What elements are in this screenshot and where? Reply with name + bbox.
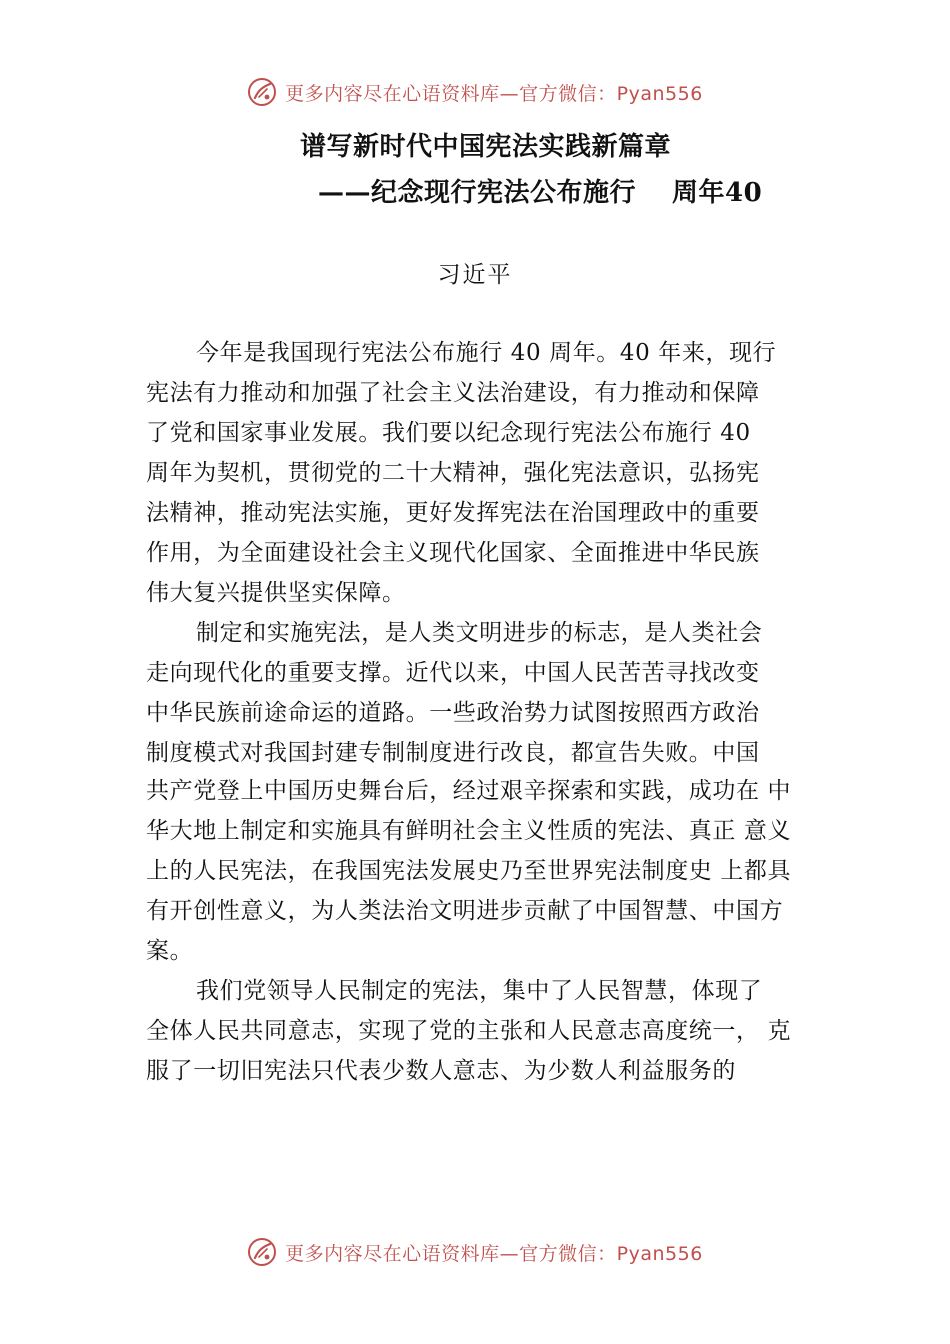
body-line: 法精神，推动宪法实施，更好发挥宪法在治国理政中的重要 — [146, 500, 760, 526]
document-title: 谱写新时代中国宪法实践新篇章 — [300, 132, 672, 162]
document-author: 习近平 — [437, 262, 513, 288]
body-line: 走向现代化的重要支撑。近代以来，中国人民苦苦寻找改变 — [146, 660, 760, 686]
body-line: 华大地上制定和实施具有鲜明社会主义性质的宪法、真正 意义 — [146, 818, 792, 844]
watermark-footer — [0, 1232, 950, 1272]
body-line: 我们党领导人民制定的宪法，集中了人民智慧，体现了 — [196, 978, 763, 1004]
body-line: 伟大复兴提供坚实保障。 — [146, 580, 406, 606]
body-line: 宪法有力推动和加强了社会主义法治建设，有力推动和保障 — [146, 380, 760, 406]
body-line: 作用，为全面建设社会主义现代化国家、全面推进中华民族 — [146, 540, 760, 566]
body-line: 服了一切旧宪法只代表少数人意志、为少数人利益服务的 — [146, 1058, 736, 1084]
watermark-text: 更多内容尽在心语资料库—官方微信：Pyan556 — [285, 1242, 703, 1265]
document-subtitle: ——纪念现行宪法公布施行 周年40 — [318, 178, 763, 208]
body-line: 制定和实施宪法，是人类文明进步的标志，是人类社会 — [196, 620, 763, 646]
body-line: 有开创性意义，为人类法治文明进步贡献了中国智慧、中国方 — [146, 898, 784, 924]
body-line: 了党和国家事业发展。我们要以纪念现行宪法公布施行 40 — [146, 420, 751, 446]
body-line: 制度模式对我国封建专制制度进行改良，都宣告失败。中国 — [146, 740, 760, 766]
body-line: 上的人民宪法，在我国宪法发展史乃至世界宪法制度史 上都具 — [146, 858, 792, 884]
writing-hand-seal-icon — [247, 1237, 277, 1267]
body-line: 周年为契机，贯彻党的二十大精神，强化宪法意识，弘扬宪 — [146, 460, 760, 486]
body-line: 案。 — [146, 938, 194, 964]
watermark-text: 更多内容尽在心语资料库—官方微信：Pyan556 — [285, 82, 703, 105]
body-line: 今年是我国现行宪法公布施行 40 周年。40 年来，现行 — [196, 340, 777, 366]
body-line: 中华民族前途命运的道路。一些政治势力试图按照西方政治 — [146, 700, 760, 726]
body-line: 共产党登上中国历史舞台后，经过艰辛探索和实践，成功在 中 — [146, 778, 792, 804]
body-line: 全体人民共同意志，实现了党的主张和人民意志高度统一， 克 — [146, 1018, 792, 1044]
